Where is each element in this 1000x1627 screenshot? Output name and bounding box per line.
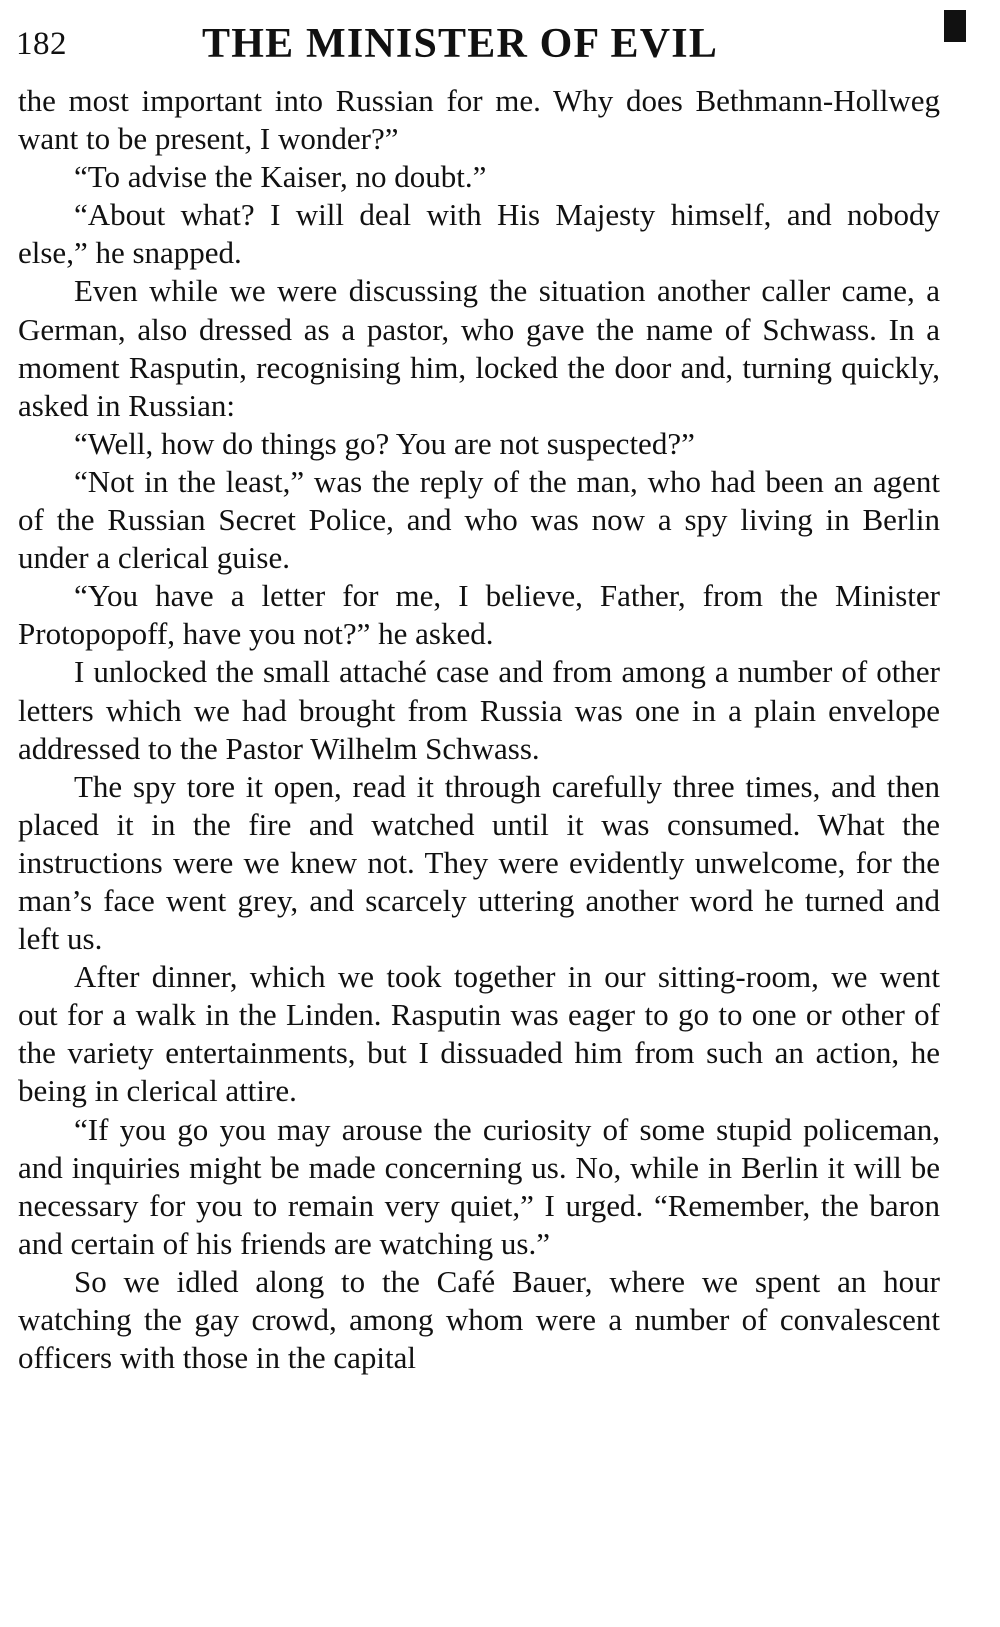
paragraph: “You have a letter for me, I believe, Father, from the Minister Protopopoff, have you not?” he asked.: [18, 578, 940, 652]
running-title: THE MINISTER OF EVIL: [202, 21, 719, 67]
paragraph: “Well, how do things go? You are not suspected?”: [74, 425, 695, 461]
paragraph: I unlocked the small attaché case and from among a number of other letters which we had brought from Russia was one in a plain envelope addressed to the Pastor Wilhelm Schwass.: [18, 654, 940, 766]
page-header: [16, 10, 966, 80]
paragraph: “To advise the Kaiser, no doubt.”: [74, 159, 487, 195]
paragraph: Even while we were discussing the situation another caller came, a German, also dressed as a pastor, who gave the name of Schwass. In a moment Rasputin, recognising him, locked the door and, turning quickly, asked in Russian:: [18, 273, 940, 423]
paragraph: “Not in the least,” was the reply of the man, who had been an agent of the Russian Secret Police, and who was now a spy living in Berlin under a clerical guise.: [18, 463, 940, 576]
paragraph: After dinner, which we took together in our sitting-room, we went out for a walk in the Linden. Rasputin was eager to go to one or other of the variety entertainments, but I dissuaded him from such an action, he being in clerical attire.: [18, 959, 940, 1109]
paragraph: “About what? I will deal with His Majesty himself, and nobody else,” he snapped.: [18, 197, 940, 271]
paragraph: The spy tore it open, read it through carefully three times, and then placed it in the fire and watched until it was consumed. What the instructions were we knew not. They were evidently unwelcome, for the man’s face went grey, and scarcely uttering another word he turned and left us.: [18, 768, 940, 957]
page-number: 182: [16, 26, 67, 62]
paragraph: So we idled along to the Café Bauer, where we spent an hour watching the gay crowd, among whom were a number of convalescent officers with those in the capital: [18, 1263, 940, 1376]
paragraph: “If you go you may arouse the curiosity of some stupid policeman, and inquiries might be made concerning us. No, while in Berlin it will be necessary for you to remain very quiet,” I urged. “Remember, the baron and certain of his friends are watching us.”: [18, 1111, 940, 1261]
scan-edge-mark: [944, 10, 966, 42]
paragraph-continued: the most important into Russian for me. Why does Bethmann-Hollweg want to be present, I wonder?”: [18, 83, 940, 157]
body-text: [18, 82, 940, 1377]
